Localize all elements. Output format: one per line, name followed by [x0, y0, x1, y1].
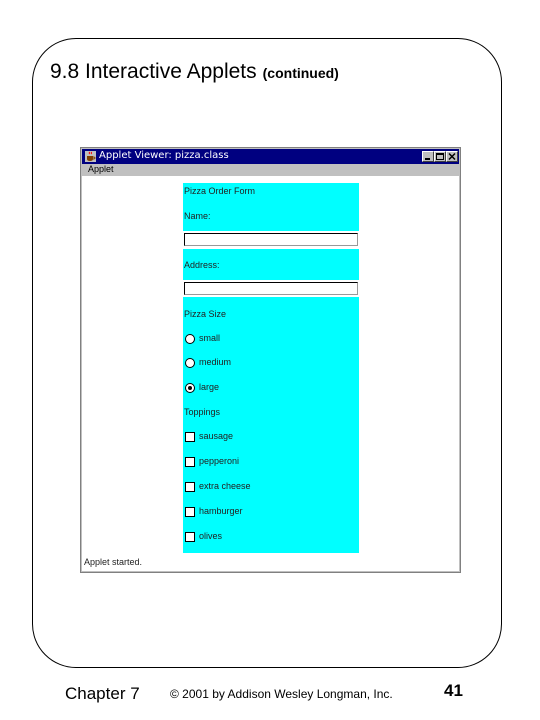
size-medium-radio[interactable] — [185, 358, 195, 368]
window-title: Applet Viewer: pizza.class — [99, 150, 229, 161]
address-field[interactable] — [184, 282, 358, 295]
toppings-label: Toppings — [184, 407, 221, 417]
slide-title-main: 9.8 Interactive Applets — [50, 60, 257, 83]
topping-sausage-checkbox[interactable] — [185, 432, 195, 442]
java-cup-icon — [85, 151, 96, 162]
maximize-button[interactable] — [434, 151, 446, 162]
pizza-size-label: Pizza Size — [184, 309, 227, 319]
topping-olives-label: olives — [199, 531, 223, 541]
topping-hamburger-checkbox[interactable] — [185, 507, 195, 517]
size-small-radio[interactable] — [185, 334, 195, 344]
form-heading: Pizza Order Form — [184, 186, 256, 196]
menu-applet[interactable]: Applet — [88, 164, 114, 174]
topping-extra-cheese-label: extra cheese — [199, 481, 251, 491]
size-large-radio[interactable] — [185, 383, 195, 393]
window-titlebar[interactable] — [82, 149, 459, 164]
address-label: Address: — [184, 260, 220, 270]
menu-bar — [82, 164, 459, 176]
slide-title-sub: (continued) — [262, 65, 339, 81]
minimize-button[interactable] — [422, 151, 434, 162]
footer-page-number: 41 — [444, 681, 463, 700]
footer-chapter: Chapter 7 — [65, 684, 140, 703]
close-button[interactable] — [446, 151, 458, 162]
maximize-icon — [435, 152, 445, 161]
topping-olives-checkbox[interactable] — [185, 532, 195, 542]
name-label: Name: — [184, 211, 211, 221]
size-medium-label: medium — [199, 357, 232, 367]
footer-copyright: © 2001 by Addison Wesley Longman, Inc. — [170, 687, 393, 701]
close-icon — [447, 152, 457, 161]
applet-area — [82, 176, 459, 571]
slide-title — [50, 60, 339, 84]
status-bar-text: Applet started. — [84, 557, 143, 567]
topping-pepperoni-label: pepperoni — [199, 456, 240, 466]
applet-viewer-window — [80, 147, 461, 573]
minimize-icon — [423, 152, 433, 161]
size-large-label: large — [199, 382, 220, 392]
topping-extra-cheese-checkbox[interactable] — [185, 482, 195, 492]
size-small-label: small — [199, 333, 221, 343]
name-field[interactable] — [184, 233, 358, 246]
topping-sausage-label: sausage — [199, 431, 234, 441]
topping-pepperoni-checkbox[interactable] — [185, 457, 195, 467]
radio-selected-dot — [188, 386, 192, 390]
topping-hamburger-label: hamburger — [199, 506, 243, 516]
